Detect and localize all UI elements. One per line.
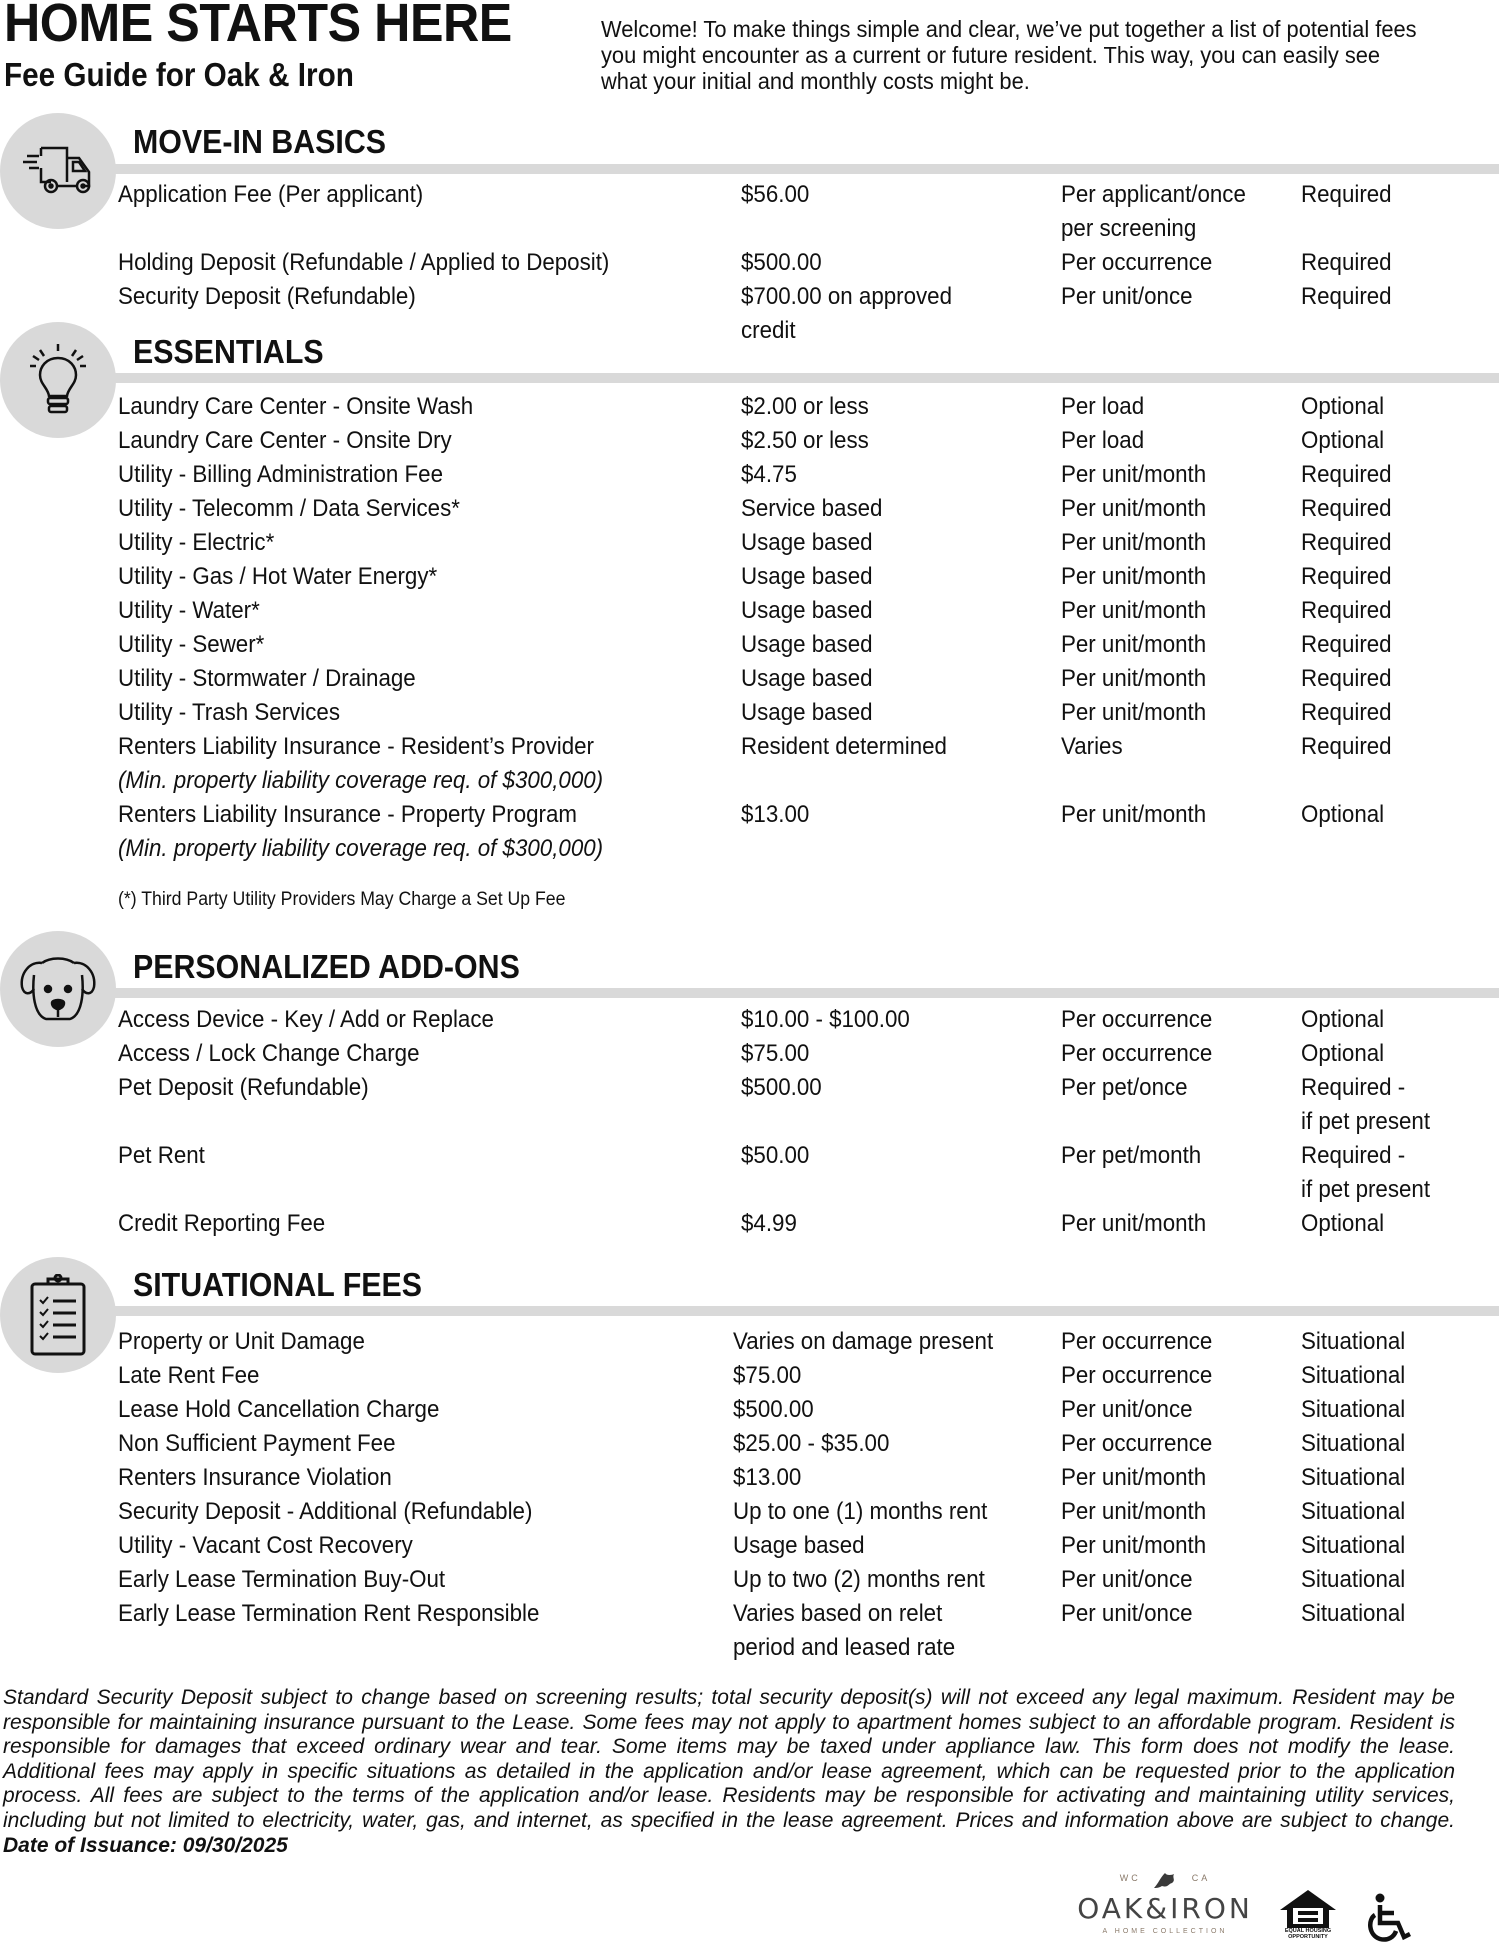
fee-status: Required (1301, 495, 1392, 522)
fee-name: Late Rent Fee (118, 1362, 260, 1389)
fee-status: Required (1301, 563, 1392, 590)
section-title: ESSENTIALS (133, 333, 324, 370)
fee-name: Renters Insurance Violation (118, 1464, 392, 1491)
fee-status: Situational (1301, 1566, 1406, 1593)
fee-status: Required (1301, 461, 1392, 488)
fee-name: Renters Liability Insurance - Resident’s Provider (118, 733, 594, 760)
utility-footnote: (*) Third Party Utility Providers May Charge a Set Up Fee (118, 889, 566, 910)
logo-tagline: A HOME COLLECTION (1102, 1928, 1228, 1935)
fee-status: Situational (1301, 1498, 1406, 1525)
fee-frequency: Per occurrence (1061, 1430, 1213, 1457)
fee-frequency-line-2: per screening (1061, 215, 1197, 242)
fee-status: Situational (1301, 1464, 1406, 1491)
section-icon-circle (0, 931, 116, 1047)
fee-frequency: Per unit/month (1061, 563, 1207, 590)
fee-status: Optional (1301, 393, 1385, 420)
fee-status: Situational (1301, 1362, 1406, 1389)
fee-amount: Up to two (2) months rent (733, 1566, 985, 1593)
fee-status: Situational (1301, 1532, 1406, 1559)
fee-amount: Resident determined (741, 733, 947, 760)
section-divider (110, 1306, 1499, 1316)
fee-note: (Min. property liability coverage req. of $300,000) (118, 835, 604, 862)
lightbulb-icon (28, 342, 88, 418)
fee-amount: $13.00 (741, 801, 810, 828)
section-title: MOVE-IN BASICS (133, 123, 387, 160)
fee-status: Optional (1301, 1006, 1385, 1033)
fee-name: Lease Hold Cancellation Charge (118, 1396, 440, 1423)
fee-amount: Up to one (1) months rent (733, 1498, 988, 1525)
fee-amount: Service based (741, 495, 883, 522)
fee-frequency: Per unit/month (1061, 699, 1207, 726)
fee-amount: $10.00 - $100.00 (741, 1006, 910, 1033)
fee-status: Optional (1301, 1040, 1385, 1067)
fee-frequency: Per unit/month (1061, 1464, 1207, 1491)
fee-frequency: Per unit/once (1061, 1566, 1193, 1593)
page-subtitle: Fee Guide for Oak & Iron (4, 56, 354, 93)
dog-icon (16, 953, 100, 1025)
fee-status-line-2: if pet present (1301, 1108, 1431, 1135)
section-icon-circle (0, 113, 116, 229)
fee-name: Utility - Trash Services (118, 699, 341, 726)
fee-frequency: Per unit/month (1061, 461, 1207, 488)
section-icon-circle (0, 322, 116, 438)
fee-name: Pet Deposit (Refundable) (118, 1074, 369, 1101)
fee-amount: $25.00 - $35.00 (733, 1430, 890, 1457)
fee-amount: Usage based (741, 699, 873, 726)
fee-frequency: Per unit/once (1061, 1396, 1193, 1423)
fee-status: Required - (1301, 1142, 1406, 1169)
fee-frequency: Per unit/month (1061, 631, 1207, 658)
fee-name: Pet Rent (118, 1142, 205, 1169)
fee-amount-line-2: credit (741, 317, 796, 344)
fee-frequency: Per unit/month (1061, 1498, 1207, 1525)
fee-frequency: Per unit/month (1061, 665, 1207, 692)
disclaimer (3, 1686, 1455, 1858)
fee-amount: $75.00 (741, 1040, 810, 1067)
fee-name: Early Lease Termination Rent Responsible (118, 1600, 540, 1627)
fee-amount: Usage based (741, 597, 873, 624)
fee-amount: $4.75 (741, 461, 797, 488)
fee-status: Required (1301, 733, 1392, 760)
fee-frequency: Per pet/month (1061, 1142, 1202, 1169)
fee-status: Required (1301, 181, 1392, 208)
delivery-truck-icon (21, 144, 95, 198)
equal-housing-label (1278, 1928, 1338, 1940)
fee-amount: $75.00 (733, 1362, 802, 1389)
fee-frequency: Per unit/month (1061, 529, 1207, 556)
fee-amount: Usage based (741, 529, 873, 556)
fee-name: Utility - Water* (118, 597, 260, 624)
fee-name: Property or Unit Damage (118, 1328, 365, 1355)
fee-frequency: Per load (1061, 393, 1145, 420)
fee-frequency: Per occurrence (1061, 249, 1213, 276)
fee-amount: $50.00 (741, 1142, 810, 1169)
oak-leaf-icon (1152, 1870, 1178, 1890)
page-title: HOME STARTS HERE (4, 0, 512, 53)
fee-status: Optional (1301, 801, 1385, 828)
fee-name: Utility - Sewer* (118, 631, 265, 658)
fee-name: Early Lease Termination Buy-Out (118, 1566, 446, 1593)
fee-name: Application Fee (Per applicant) (118, 181, 424, 208)
fee-frequency: Per occurrence (1061, 1040, 1213, 1067)
fee-amount: Usage based (733, 1532, 865, 1559)
fee-frequency: Varies (1061, 733, 1123, 760)
fee-frequency: Per unit/once (1061, 283, 1193, 310)
fee-status: Required - (1301, 1074, 1406, 1101)
oak-iron-logo (1075, 1870, 1255, 1942)
fee-amount: $56.00 (741, 181, 810, 208)
fee-name: Laundry Care Center - Onsite Dry (118, 427, 452, 454)
fee-status: Optional (1301, 427, 1385, 454)
fee-status: Situational (1301, 1430, 1406, 1457)
fee-status: Required (1301, 249, 1392, 276)
logo-location-right: CA (1191, 1873, 1211, 1883)
fee-amount: Varies on damage present (733, 1328, 994, 1355)
fee-amount: Varies based on relet (733, 1600, 943, 1627)
fee-name: Utility - Electric* (118, 529, 275, 556)
disclaimer-text: Standard Security Deposit subject to change based on screening results; total security deposit(s) will not exceed any legal maximum. Resident may be responsible for maintaining insurance pursuant to the Lease. Some fees may not apply to apartment homes subject to an affordable program. Resident is responsible for damages that exceed ordinary wear and tear. Some items may be taxed under appliance law. This form does not modify the lease. Additional fees may apply in specific situations as detailed in the application and/or lease agreement, which can be requested prior to the application process. All fees are subject to the terms of the application and/or lease. Residents may be responsible for activating and maintaining utility services, including but not limited to electricity, water, gas, and internet, as specified in the lease agreement. Prices and information above are subject to change. (3, 1686, 1455, 1832)
fee-frequency: Per unit/month (1061, 495, 1207, 522)
fee-amount: $700.00 on approved (741, 283, 952, 310)
fee-name: Utility - Gas / Hot Water Energy* (118, 563, 438, 590)
accessibility-icon (1366, 1893, 1416, 1945)
fee-amount: $500.00 (741, 249, 822, 276)
fee-status: Situational (1301, 1600, 1406, 1627)
fee-frequency: Per pet/once (1061, 1074, 1188, 1101)
intro-text: Welcome! To make things simple and clear, we’ve put together a list of potential fees you might encounter as a current or future resident. This way, you can easily see what your initial and monthly costs might be. (601, 16, 1417, 94)
fee-frequency: Per occurrence (1061, 1328, 1213, 1355)
fee-frequency: Per unit/once (1061, 1600, 1193, 1627)
fee-frequency: Per unit/month (1061, 597, 1207, 624)
fee-name: Security Deposit (Refundable) (118, 283, 416, 310)
fee-name: Credit Reporting Fee (118, 1210, 326, 1237)
fee-amount: Usage based (741, 631, 873, 658)
fee-frequency: Per unit/month (1061, 1210, 1207, 1237)
fee-status-line-2: if pet present (1301, 1176, 1431, 1203)
fee-frequency: Per unit/month (1061, 801, 1207, 828)
fee-amount: $500.00 (741, 1074, 822, 1101)
fee-amount-line-2: period and leased rate (733, 1634, 956, 1661)
logo-wordmark: OAK&IRON (1077, 1892, 1253, 1925)
fee-frequency: Per occurrence (1061, 1006, 1213, 1033)
issuance-date: Date of Issuance: 09/30/2025 (3, 1833, 288, 1857)
section-title: PERSONALIZED ADD-ONS (133, 948, 520, 985)
logo-location-left: WC (1119, 1873, 1141, 1883)
fee-status: Required (1301, 631, 1392, 658)
fee-status: Required (1301, 699, 1392, 726)
fee-frequency: Per occurrence (1061, 1362, 1213, 1389)
fee-status: Required (1301, 597, 1392, 624)
fee-name: Utility - Stormwater / Drainage (118, 665, 416, 692)
fee-name: Utility - Telecomm / Data Services* (118, 495, 460, 522)
fee-name: Access / Lock Change Charge (118, 1040, 420, 1067)
fee-status: Optional (1301, 1210, 1385, 1237)
fee-name: Security Deposit - Additional (Refundable) (118, 1498, 533, 1525)
fee-status: Required (1301, 283, 1392, 310)
section-divider (110, 988, 1499, 998)
fee-amount: $2.50 or less (741, 427, 869, 454)
section-title: SITUATIONAL FEES (133, 1266, 423, 1303)
fee-status: Situational (1301, 1328, 1406, 1355)
equal-housing-line-1: EQUAL HOUSING (1284, 1928, 1332, 1934)
fee-frequency: Per load (1061, 427, 1145, 454)
section-divider (110, 373, 1499, 383)
fee-name: Utility - Billing Administration Fee (118, 461, 443, 488)
fee-amount: $13.00 (733, 1464, 802, 1491)
fee-amount: $500.00 (733, 1396, 814, 1423)
fee-status: Required (1301, 529, 1392, 556)
fee-amount: Usage based (741, 665, 873, 692)
fee-frequency: Per applicant/once (1061, 181, 1246, 208)
fee-amount: $2.00 or less (741, 393, 869, 420)
fee-name: Renters Liability Insurance - Property Program (118, 801, 577, 828)
fee-status: Required (1301, 665, 1392, 692)
fee-name: Holding Deposit (Refundable / Applied to Deposit) (118, 249, 610, 276)
section-icon-circle (0, 1257, 116, 1373)
fee-amount: $4.99 (741, 1210, 797, 1237)
fee-status: Situational (1301, 1396, 1406, 1423)
fee-name: Laundry Care Center - Onsite Wash (118, 393, 474, 420)
equal-housing-line-2: OPPORTUNITY (1288, 1934, 1328, 1940)
section-divider (110, 164, 1499, 174)
fee-note: (Min. property liability coverage req. of $300,000) (118, 767, 604, 794)
fee-name: Non Sufficient Payment Fee (118, 1430, 396, 1457)
clipboard-checklist-icon (28, 1274, 88, 1356)
fee-frequency: Per unit/month (1061, 1532, 1207, 1559)
fee-name: Access Device - Key / Add or Replace (118, 1006, 494, 1033)
fee-name: Utility - Vacant Cost Recovery (118, 1532, 413, 1559)
fee-amount: Usage based (741, 563, 873, 590)
